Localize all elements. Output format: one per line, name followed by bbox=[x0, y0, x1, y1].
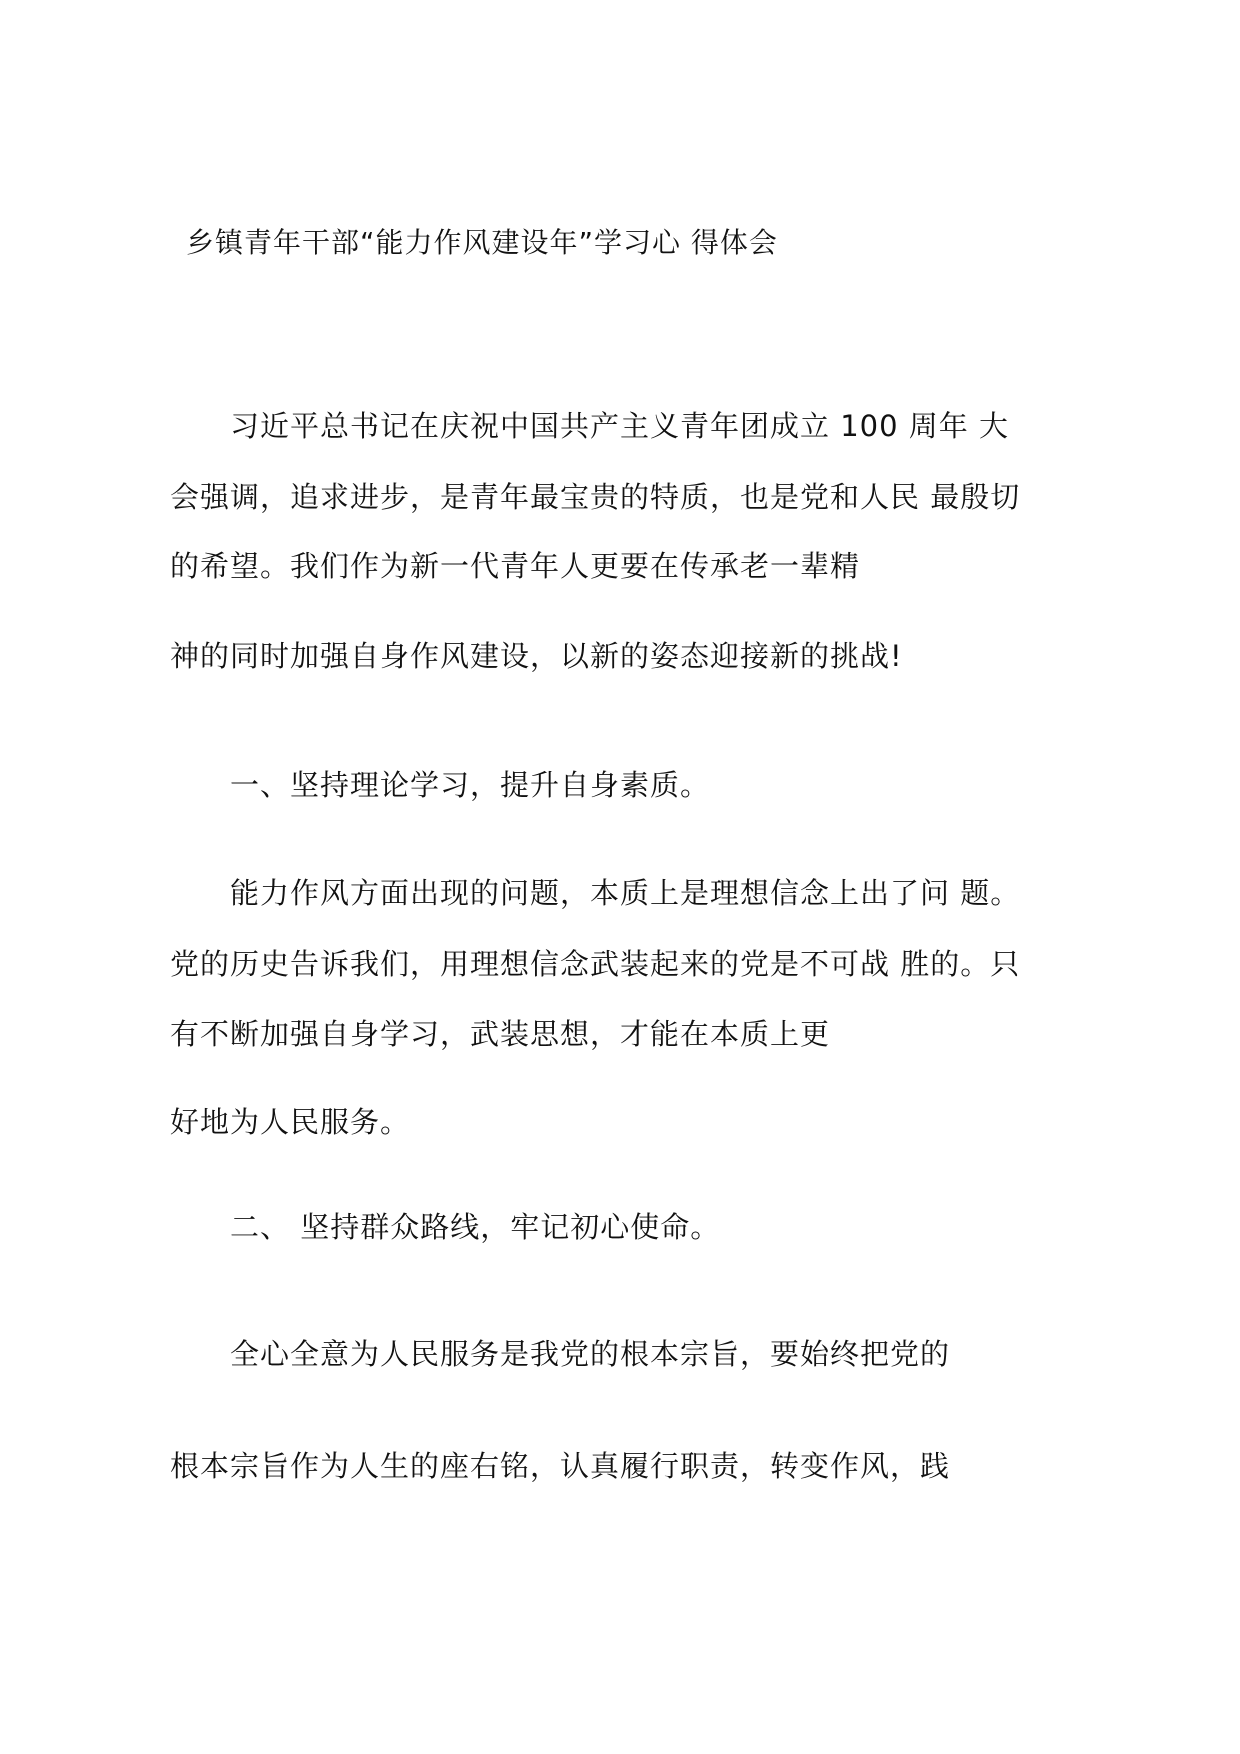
paragraph-1-line-3: 的希望。我们作为新一代青年人更要在传承老一辈精 bbox=[170, 549, 861, 583]
paragraph-2-line-4: 好地为人民服务。 bbox=[170, 1105, 411, 1139]
paragraph-2-line-2: 党的历史告诉我们，用理想信念武装起来的党是不可战 胜的。只 bbox=[170, 947, 1021, 981]
paragraph-2-line-3: 有不断加强自身学习，武装思想，才能在本质上更 bbox=[170, 1017, 831, 1051]
paragraph-1-line-1: 习近平总书记在庆祝中国共产主义青年团成立 100 周年 大 bbox=[230, 409, 1010, 443]
paragraph-3-line-2: 根本宗旨作为人生的座右铭，认真履行职责，转变作风，践 bbox=[170, 1449, 951, 1483]
paragraph-1-line-4: 神的同时加强自身作风建设，以新的姿态迎接新的挑战! bbox=[170, 639, 903, 673]
document-title: 乡镇青年干部“能力作风建设年”学习心 得体会 bbox=[186, 226, 778, 259]
section-1-heading: 一、坚持理论学习，提升自身素质。 bbox=[230, 768, 711, 802]
paragraph-3-line-1: 全心全意为人民服务是我党的根本宗旨，要始终把党的 bbox=[230, 1337, 951, 1371]
paragraph-2-line-1: 能力作风方面出现的问题，本质上是理想信念上出了问 题。 bbox=[230, 876, 1021, 910]
paragraph-1-line-2: 会强调，追求进步，是青年最宝贵的特质，也是党和人民 最殷切 bbox=[170, 480, 1021, 514]
section-2-heading: 二、 坚持群众路线，牢记初心使命。 bbox=[230, 1210, 721, 1244]
